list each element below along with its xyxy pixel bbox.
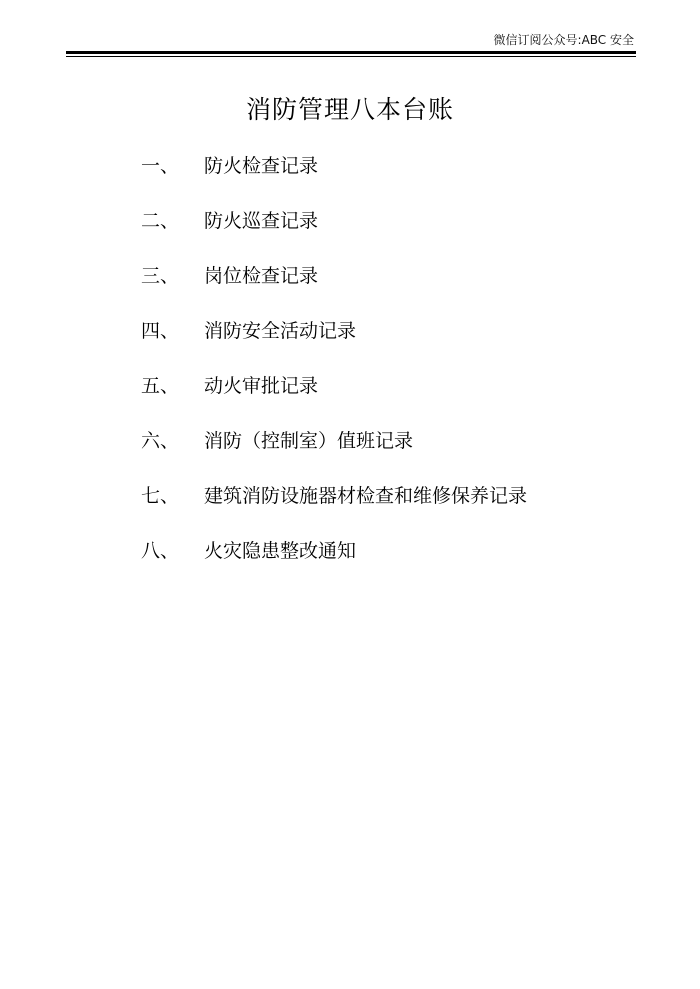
list-item-label: 消防（控制室）值班记录 [204, 430, 414, 452]
list-item-number: 七、 [141, 485, 180, 507]
list-item-number: 三、 [141, 265, 180, 287]
list-item-number: 八、 [141, 540, 180, 562]
list-item-label: 消防安全活动记录 [204, 320, 357, 342]
list-item-number: 一、 [141, 155, 180, 177]
list-item-label: 动火审批记录 [204, 375, 319, 397]
list-item-label: 建筑消防设施器材检查和维修保养记录 [204, 485, 528, 507]
list-item [141, 537, 621, 592]
list-item-label: 防火巡查记录 [204, 210, 319, 232]
list-item-number: 四、 [141, 320, 180, 342]
list-item [141, 427, 621, 482]
list-item [141, 317, 621, 372]
list-item [141, 152, 621, 207]
list-item-number: 二、 [141, 210, 180, 232]
list-item-label: 火灾隐患整改通知 [204, 540, 357, 562]
list-item [141, 262, 621, 317]
list-item [141, 207, 621, 262]
header-divider-thick [66, 51, 636, 54]
header-text: 微信订阅公众号:ABC 安全 [493, 33, 634, 47]
page-title: 消防管理八本台账 [245, 95, 454, 124]
list-item [141, 482, 621, 537]
ledger-list [141, 152, 621, 592]
header-divider-thin [66, 56, 636, 57]
list-item-label: 岗位检查记录 [204, 265, 319, 287]
list-item-number: 六、 [141, 430, 180, 452]
list-item-number: 五、 [141, 375, 180, 397]
list-item-label: 防火检查记录 [204, 155, 319, 177]
list-item [141, 372, 621, 427]
